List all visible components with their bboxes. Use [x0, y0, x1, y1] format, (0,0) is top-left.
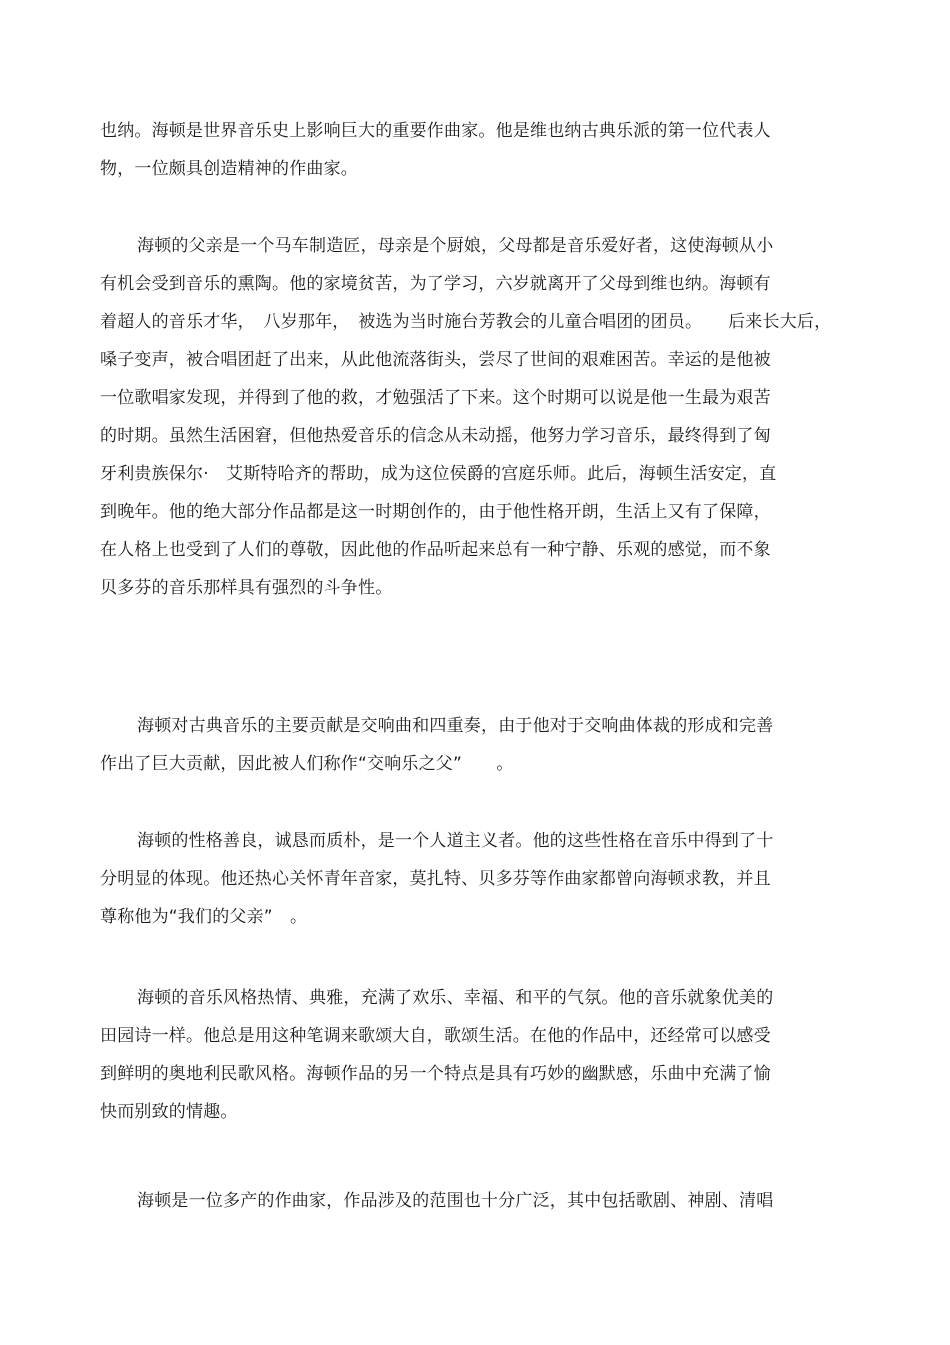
paragraph-line: 着超人的音乐才华， 八岁那年， 被选为当时施台芳教会的儿童合唱团的团员。 后来长大后，: [100, 312, 832, 332]
paragraph-line: 在人格上也受到了人们的尊敬，因此他的作品听起来总有一种宁静、乐观的感觉，而不象: [100, 540, 771, 560]
paragraph-line: 的时期。虽然生活困窘，但他热爱音乐的信念从未动摇，他努力学习音乐，最终得到了匈: [100, 426, 771, 446]
paragraph-line: 海顿的父亲是一个马车制造匠，母亲是个厨娘，父母都是音乐爱好者，这使海顿从小: [137, 236, 774, 256]
paragraph-4: [100, 822, 860, 936]
paragraph-line: 牙利贵族保尔· 艾斯特哈齐的帮助，成为这位侯爵的宫庭乐师。此后，海顿生活安定，直: [100, 464, 777, 484]
paragraph-line: 物，一位颇具创造精神的作曲家。: [100, 159, 358, 179]
paragraph-line: 贝多芬的音乐那样具有强烈的斗争性。: [100, 578, 393, 598]
paragraph-line: 到晚年。他的绝大部分作品都是这一时期创作的，由于他性格开朗，生活上又有了保障，: [100, 502, 771, 522]
paragraph-line: 分明显的体现。他还热心关怀青年音家，莫扎特、贝多芬等作曲家都曾向海顿求教，并且: [100, 869, 771, 889]
paragraph-3: [100, 707, 860, 783]
paragraph-line: 尊称他为“我们的父亲” 。: [100, 907, 308, 927]
paragraph-line: 海顿的性格善良，诚恳而质朴，是一个人道主义者。他的这些性格在音乐中得到了十: [137, 831, 774, 851]
paragraph-line: 海顿是一位多产的作曲家，作品涉及的范围也十分广泛，其中包括歌剧、神剧、清唱: [137, 1191, 774, 1211]
paragraph-line: 嗓子变声，被合唱团赶了出来，从此他流落街头，尝尽了世间的艰难困苦。幸运的是他被: [100, 350, 771, 370]
paragraph-1: [100, 112, 860, 188]
paragraph-line: 作出了巨大贡献，因此被人们称作“交响乐之父” 。: [100, 754, 514, 774]
paragraph-line: 有机会受到音乐的熏陶。他的家境贫苦，为了学习，六岁就离开了父母到维也纳。海顿有: [100, 274, 771, 294]
paragraph-line: 也纳。海顿是世界音乐史上影响巨大的重要作曲家。他是维也纳古典乐派的第一位代表人: [100, 121, 771, 141]
paragraph-6: [100, 1182, 860, 1220]
paragraph-line: 一位歌唱家发现，并得到了他的救，才勉强活了下来。这个时期可以说是他一生最为艰苦: [100, 388, 771, 408]
paragraph-line: 田园诗一样。他总是用这种笔调来歌颂大自，歌颂生活。在他的作品中，还经常可以感受: [100, 1026, 771, 1046]
paragraph-line: 快而别致的情趣。: [100, 1102, 238, 1122]
paragraph-line: 海顿对古典音乐的主要贡献是交响曲和四重奏，由于他对于交响曲体裁的形成和完善: [137, 716, 774, 736]
paragraph-line: 到鲜明的奥地利民歌风格。海顿作品的另一个特点是具有巧妙的幽默感，乐曲中充满了愉: [100, 1064, 771, 1084]
paragraph-2: [100, 227, 860, 607]
paragraph-line: 海顿的音乐风格热情、典雅，充满了欢乐、幸福、和平的气氛。他的音乐就象优美的: [137, 988, 774, 1008]
paragraph-5: [100, 979, 860, 1131]
